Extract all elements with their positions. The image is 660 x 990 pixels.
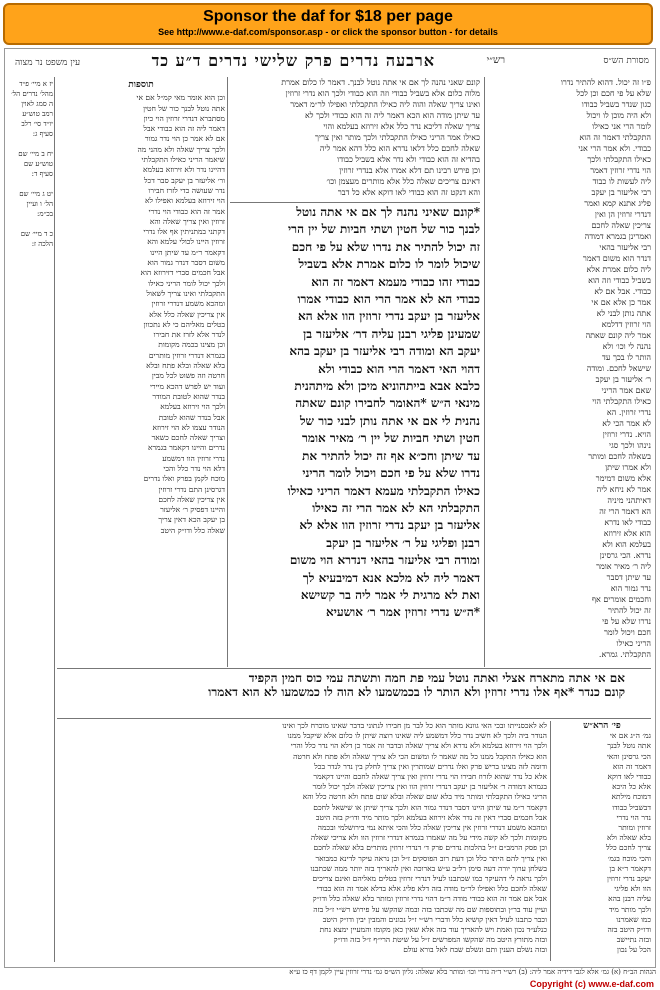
tosafot-bottom-line: ומהכא משמע דנדרי זרוזין אין צריכין שאלה כלל והכי איתא נמי בירושלמי ובכמה: [317, 823, 547, 833]
tosafot-top-line: ואינו צריך שאלה והוה ליה כאילו התקבלתי ואפילו לר״מ דאמר: [290, 100, 480, 109]
tosafot-line: משום דסבר דנדר גמור הוא: [147, 258, 225, 268]
header-left-corner: עין משפט נר מצוה: [15, 58, 81, 68]
tosafot-line: זרוזין ואין צריך שאלה והא: [149, 216, 225, 226]
column-divider: [550, 721, 551, 961]
rashi-line: נדרו שלא על פי: [602, 617, 651, 626]
gemara-line: דהוי האי דאמר הרי הוא כבודי ולא: [318, 361, 480, 376]
tosafot-lines: [57, 93, 225, 536]
column-divider: [484, 77, 485, 667]
rashi-line: ליה כלום אמרת אלא: [586, 265, 651, 274]
tosafot-bottom-line: שאלה לחכם כלל ואפילו לר״מ מודה בזה דלא פליג אלא בדלא אמר זה הוא כבודי: [316, 884, 547, 894]
gemara-line: יעקב הא ומודה רבי אליעזר בן יעקב בהא: [289, 344, 480, 359]
rashi-line: ולא אמרו שיתן: [605, 463, 651, 472]
ein-mishpat-line: בכ״מ:: [37, 210, 53, 218]
rashi-line: אמר ליה קונם שאתה: [585, 331, 651, 340]
tosafot-top-block: [230, 77, 480, 201]
rosh-line: בלא שאלה ולא: [607, 833, 651, 843]
rosh-line: זרוזין ומותר: [618, 823, 651, 833]
tosafot-line: שאלה כלל ודו״ק היטב: [160, 525, 225, 535]
rashi-line: כאילו התקבלתי ולכך: [587, 155, 651, 164]
rosh-line: דקאמר ר״א בן: [609, 863, 651, 873]
gemara-line: רבנן ופליגי על ר׳ אליעזר בן יעקב: [326, 535, 480, 550]
rashi-line: דנדרי זרוזין הן ואין: [594, 210, 651, 219]
ein-mishpat-line: ה סמג לאוין: [21, 100, 53, 108]
ein-mishpat-line: כ ד מיי׳ שם: [20, 230, 53, 238]
tosafot-top-line: צריך שאלה דליכא נדר כלל אלא זירוזא בעלמא והוי: [323, 122, 480, 131]
mishna-line: קונם כנדר *אף אלו נדרי זרוזין ולא הותר לו בכמשמעו לא הוה לו כמשמעו לא הוא דאמרו: [208, 685, 625, 699]
tosafot-bottom-block: [57, 721, 547, 961]
tosafot-line: אבל בנדר שהוא לטובת: [158, 412, 225, 422]
tosafot-line: דאמר ליה זה הוא כבודי אבל: [143, 124, 225, 134]
tosafot-bottom-line: בגמרא דמודה ר׳ אליעזר בן יעקב דנדרי זרוזין הוו ואין צריכין שאלה ולכך יכול לומר: [312, 782, 547, 792]
tosafot-bottom-line: הריני כאילו התקבלתי ומותר מיד בלא שום שאלה ובלא שום פתח ולא חרטה כלל והא: [302, 792, 547, 802]
ein-mishpat-line: [7, 179, 53, 189]
rashi-line: שלא על פי חכם וכן לכל: [576, 89, 651, 98]
tosafot-bottom-line: מקומות ולכך לא קשה מידי על מה שאמרו בגמרא דנדרי זרוזין הוו ולא צריכי שאלה: [310, 833, 547, 843]
rashi-line: כבודי. ולא אמר הרי אני: [578, 144, 651, 153]
tosafot-line: אתה נוטל לבנך כור של חטין: [143, 103, 225, 113]
ein-mishpat-line: יו״ד סי׳ רלב: [21, 120, 53, 128]
tosafot-column: [57, 77, 225, 667]
rashi-line: לומר הרי אני כאילו: [592, 122, 651, 131]
tosafot-top-line: עד שיתן מודה הוא הכא דאמר ליה זה הוא כבודי ולכך לא: [305, 111, 480, 120]
rashi-line: שישאל לחכם. ומודה: [586, 364, 651, 373]
gemara-line: שיכול לומר לו כלום אמרת אלא בשביל: [298, 257, 480, 272]
rashi-line: אתה נותן לבני לא: [596, 309, 651, 318]
tosafot-line: זרוזין היינו לכולי עלמא והא: [147, 237, 225, 247]
tosafot-bottom-line: ולכך הוי זירוזא בעלמא ולא נדרא ולא צריך שאלה ובדבר זה אמר כן דלא הוי נדר כלל והרי: [290, 741, 547, 751]
tosafot-line: דקתני במתניתין אף אלו נדרי: [143, 227, 225, 237]
gemara-line: נדרו שלא על פי חכם ויכול לומר הריני: [302, 466, 480, 481]
mishna-line: אם אי אתה מתארח אצלי ואתה נוטל עמי פת חמה ותשתה עמי כוס חמין הקפיד: [248, 671, 625, 685]
rosh-line: נדר הוי נדרי: [616, 812, 651, 822]
rosh-label: פי׳ הרא״ש: [583, 721, 621, 731]
tosafot-line: אבל חכמים סברי דזירוזא הוא: [140, 268, 225, 278]
ein-mishpat-line: יז א מיי׳ פ״ד: [19, 80, 53, 88]
rashi-line: התקבלתי דאמר זה הוא: [579, 133, 651, 142]
rashi-line: הוא אלא זירוזא: [603, 529, 651, 538]
tosafot-bottom-line: הנודר ביה ולכך לא חשיב נדר כלל דמשמע ליה שאינו רוצה שיתן לו כלום אלא שיקבל ממנו: [287, 731, 547, 741]
rosh-line: הוו ולא פליגי: [614, 884, 651, 894]
rosh-line: הכי גרסינן והאי: [606, 751, 651, 761]
rashi-line: רבי אליעזר בהאי: [599, 243, 651, 252]
tosafot-line: דלא הוי נדר כלל והכי: [163, 463, 225, 473]
tosafot-line: בלא שאלה ובלא פתח ובלא: [146, 361, 225, 371]
row-divider: [57, 718, 651, 719]
page-title: ארבעה נדרים פרק שלישי נדרים ד״ע כד: [151, 51, 435, 70]
rosh-line: כמו שאמרנו: [616, 914, 651, 924]
gemara-line: כאילו התקבלתי מעמא דאמר הריני כאילו: [287, 483, 480, 498]
gemara-line: כבודי זהו כבודי מעמא דאמר זה הוא: [311, 274, 480, 289]
tosafot-bottom-line: וכן פסק הרמב״ם ז״ל בהלכות נדרים פרק ד׳ דנדרי זרוזין מותרים בלא שאלה לחכם: [313, 843, 547, 853]
rashi-line: לא אמר הכי לא: [602, 419, 651, 428]
tosafot-top-line: והא דנקט זה הוא כבודי לאו דוקא אלא כל דבר: [337, 188, 480, 197]
tosafot-bottom-line: ובזה מתורץ היטב מה שהקשו המפרשים ז״ל על שיטת הרי״ף ז״ל בזה ודו״ק: [333, 935, 547, 945]
column-divider: [227, 77, 228, 667]
ein-mishpat-line: יט ג מיי׳ שם: [19, 190, 53, 198]
tosafot-line: דגרסינן התם נדרי זרוזין: [158, 484, 225, 494]
rosh-line: גמ׳ ה״ג אם אי: [609, 731, 651, 741]
gemara-line: לבנך כור של חטין ושתי חביות של יין הרי: [288, 222, 480, 237]
rosh-line: צריך לחכם כלל: [605, 843, 651, 853]
gemara-line: אליעזר בן יעקב נדרי זרוזין הוו אלא לא: [299, 518, 480, 533]
rashi-line: כאילו התקבלתי הוי: [592, 397, 651, 406]
rashi-column: [489, 77, 651, 667]
tosafot-bottom-line: ודומה לזה מצינו בריש פרק ואלו נדרים שמותרין ואין צריך לחלק בין נדר לנדר בכל: [314, 761, 547, 771]
ein-mishpat-line: יח ב מיי׳ שם: [18, 150, 53, 158]
gemara-line: עד שיתן וחכ״א אף זה יכול להתיר את: [302, 448, 480, 463]
rosh-line: דמוכח מילתא: [611, 792, 651, 802]
column-divider: [54, 77, 55, 962]
tosafot-line: נדרים והיינו דקאמר בגמרא: [147, 443, 225, 453]
rashi-line: בעלמא הוא ולא: [602, 540, 651, 549]
tosafot-line: חרטה וזה פשוט לכל מבין: [151, 371, 225, 381]
rashi-line: וחכמים אומרים אף: [591, 595, 651, 604]
tosafot-bottom-line: אלא כל נדר שהוא לזרוז חבירו הוי נדרי זרוזין ואין צריך שאלה לחכם והיינו דקאמר: [313, 772, 547, 782]
rashi-line: נהנה לי וכו׳ ולא: [602, 342, 651, 351]
ein-mishpat-line: טוש״ע שם: [23, 160, 53, 168]
gemara-line: חטין ושתי חביות של יין ר׳ מאיר אומר: [301, 431, 480, 446]
gemara-line: כלבא אבא בייתהוניא מיכן ולא מיתהנית: [294, 379, 480, 394]
rosh-line: ולכך מותר מיד: [608, 904, 651, 914]
rashi-line: נדר גמור הוא: [610, 584, 651, 593]
tosafot-top-line: כאילו אמר הריני כאילו התקבלתי ולכך מותר ואין צריך: [314, 133, 480, 142]
gemara-column: [230, 204, 480, 664]
tosafot-bottom-line: דקאמר ר״מ עד שיתן היינו דסבר דנדר גמור הוא ולכך צריך שיתן או שישאל לחכם: [313, 802, 547, 812]
tosafot-line: דהיינו נדר ולא זירוזא בעלמא: [143, 165, 225, 175]
header-rashi-label: רש״י: [486, 55, 505, 66]
gemara-line: מינאי ה״ש *האומר לחבירו קונם שאתה: [295, 396, 480, 411]
gemara-line: שמעינן פליגי רבנן עליה דר׳ אליעזר בן: [303, 326, 480, 341]
tosafot-bottom-line: ועיין עוד בר״ן ובתוספות שם מה שכתבו בזה ובמה שהקשו על פירוש רש״י ז״ל בזה: [313, 904, 547, 914]
rosh-line: ובזה נתיישב: [616, 935, 651, 945]
tosafot-line: בנדר שהוא לטובת המודר: [152, 391, 225, 401]
tosafot-line: בגמרא דנדרי זרוזין מותרים: [148, 350, 225, 360]
tosafot-line: ומהכא משמע דנדרי זרוזין: [151, 299, 225, 309]
rosh-line: עליה רבנן בהא: [608, 894, 651, 904]
tosafot-line: וכן הוא אומר מאי קמ״ל אם אי: [136, 93, 225, 103]
gemara-line: התקבלתי הא לא אמר הרי זה כאילו: [312, 500, 480, 515]
rashi-line: כגון שנדר בשביל כבודו: [581, 100, 651, 109]
tosafot-line: ולכך צריך שאלה ולא מהני מה: [137, 144, 225, 154]
gemara-line: דאמר ליה לא מלכא אנא דמיבעיא לך: [302, 570, 480, 585]
tosafot-line: ועוד יש לפרש דהכא מיירי: [149, 381, 225, 391]
tosafot-label: תוספות: [128, 80, 154, 90]
tosafot-line: נדר שעושה כדי לזרז חבירו: [148, 185, 225, 195]
rashi-line: ליה לעשות לו כבוד: [592, 177, 651, 186]
sponsor-title: Sponsor the daf for $18 per page: [203, 8, 453, 25]
tosafot-bottom-line: ובזה נשלם הענין ותם ונשלם שבח לאל בורא עולם: [403, 945, 547, 955]
rosh-lines: [553, 731, 651, 955]
tosafot-line: אם לא אמר כן הוי נדר גמור: [144, 134, 225, 144]
tosafot-line: שיאמר הריני כאילו התקבלתי: [141, 155, 225, 165]
gemara-line: *ה״ש נדרי זרוזין אמר ר׳ אושעיא: [326, 605, 480, 620]
gemara-line: אליעזר בן יעקב נדרי זרוזין הוו אלא הא: [298, 309, 480, 324]
rashi-line: ר׳ אליעזר בן יעקב: [595, 375, 651, 384]
gemara-line: זה יכול להתיר את נדרו שלא על פי חכם: [291, 239, 480, 254]
tosafot-line: לנדר אלא לזרז את חבירו: [153, 330, 225, 340]
rashi-line: פ״ו זה יכול. דהוא להתיר נדרו: [560, 78, 651, 87]
rashi-line: דאיתהני מיניה: [607, 496, 651, 505]
rashi-line: הא דאמר הרי זה: [599, 507, 651, 516]
ein-mishpat-line: רמב טוש״ע: [22, 110, 53, 118]
footer-notes: הגהות הב״ח (א) גמ׳ אלא לגבי דידיה אמר ליה: (ב) רש״י ד״ה נדרי וכו׳ ומותר בלא שאלה: גליון הש״ס גמ׳ נדרי זרוזין עיין לקמן דף כז ע״א: [289, 968, 656, 976]
rashi-line: בשאלה לחכם ומותר: [588, 452, 651, 461]
rashi-line: הוי נדרי זרוזין דאמר: [590, 166, 651, 175]
header-right-corner: מסורת הש״ס: [603, 56, 649, 66]
tosafot-top-line: וכן פירש רבינו תם דלא אמרו אלא בנדרי זרוזין: [339, 166, 480, 175]
tosafot-bottom-line: ולכך נראה לי דהעיקר כמו שכתבנו לעיל דנדרי זרוזין בטלים מאליהם ואינם צריכים: [312, 874, 547, 884]
tosafot-top-line: מלוה כלום אלא בשביל כבודי וזה הוא כבודי ולכך הוא נדרי זרוזין: [285, 89, 480, 98]
rosh-line: הכל על נכון: [617, 945, 651, 955]
rashi-line: שאם אמר הריני: [601, 386, 651, 395]
rashi-line: עד שיתן דסבר: [606, 573, 651, 582]
ein-mishpat-line: סעיף ג:: [32, 130, 53, 138]
ein-mishpat-line: הל׳ ו ועיין: [26, 200, 53, 208]
rosh-commentary-column: [553, 721, 651, 961]
tosafot-line: בטלים מאליהם כי לא נתכוון: [143, 319, 225, 329]
tosafot-line: התקבלתי ואינו צריך לשאול: [146, 288, 225, 298]
tosafot-line: וצריך שאלה לחכם כשאר: [151, 433, 225, 443]
row-divider: [230, 202, 480, 203]
ein-mishpat-line: [7, 219, 53, 229]
rashi-line: נדרא. הכי גרסינן: [599, 551, 651, 560]
rashi-line: אלא משום דמימר: [595, 474, 651, 483]
rosh-line: ודו״ק היטב בזה: [607, 925, 651, 935]
rashi-line: הוי זרוזין דדלמא: [601, 320, 651, 329]
rashi-line: חכם ויכול לומר: [603, 628, 651, 637]
rosh-line: והכי מוכח בגמ׳: [607, 853, 651, 863]
rashi-line: נדרי זרוזין. הא: [606, 408, 651, 417]
rashi-line: הותר לו בכך עד: [602, 353, 651, 362]
rashi-line: ואמרינן בגמרא דמודה: [584, 232, 651, 241]
talmud-page: [4, 48, 656, 968]
gemara-line: כבודי הא לא אמר הרי הוא כבודי אמרו: [297, 292, 480, 307]
rashi-line: רבי אליעזר בן יעקב: [591, 188, 651, 197]
tosafot-line: ולכך יכול לומר הריני כאילו: [148, 278, 225, 288]
rashi-line: ליה ר׳ מאיר אומר: [596, 562, 651, 571]
tosafot-line: אין צריכין שאלה לחכם: [158, 494, 225, 504]
page-header: [5, 49, 655, 75]
tosafot-bottom-line: אבל אם אמר זה הוא כבודי מודה ר״מ דהוי נדרי זרוזין ומותר בלא שאלה כלל ודו״ק: [312, 894, 547, 904]
gemara-line: ומודה רבי אליעזר בהאי דנדרא הוי משום: [289, 553, 480, 568]
tosafot-line: אין צריכין שאלה כלל אלא: [149, 309, 225, 319]
rashi-line: זה יכול להתיר: [608, 606, 651, 615]
rashi-line: אמר כן אלא אם אי: [591, 298, 651, 307]
tosafot-bottom-line: לא לאכסנייתו ובכי האי גוונא מותר הוא כל לבר מן חבירו לנתוני בדבר שאינו מוכרח לכך ואינו: [282, 721, 547, 730]
ein-mishpat-line: [7, 139, 53, 149]
ein-mishpat-line: הלכה ז:: [31, 240, 53, 248]
rashi-line: התקבלתי. גמרא.: [598, 650, 651, 659]
tosafot-line: ולכך הוי זירוזא בעלמא: [160, 402, 225, 412]
tosafot-line: דקאמר ר״מ עד שיתן היינו: [150, 247, 225, 257]
tosafot-bottom-line: וכבר כתבנו לעיל דאין קושיא כלל ודברי רש״י ז״ל נכונים והמבין יבין ודו״ק היטב: [322, 914, 547, 924]
tosafot-line: ור׳ אליעזר בן יעקב סבר דכל: [144, 175, 225, 185]
tosafot-line: הנודר עצמו לא הוי זירוזא: [152, 422, 225, 432]
rashi-line: ולא היה מוכן לו ויכול: [586, 111, 651, 120]
rashi-line: כבודי לאו נדרא: [604, 518, 651, 527]
ein-mishpat-line: סעיף ד:: [31, 170, 53, 178]
rashi-line: צריכין שאלה לחכם: [591, 221, 651, 230]
rosh-line: כבודי לאו דוקא: [607, 772, 651, 782]
rosh-line: יעקב נדרי זרוזין: [607, 874, 651, 884]
copyright-link[interactable]: Copyright (c) www.e-daf.com: [529, 979, 654, 989]
tosafot-top-line: שאלה לחכם כלל דלאו נדרא הוא כלל דהא אמר ליה: [319, 144, 480, 153]
tosafot-line: וכן מצינו בכמה מקומות: [158, 340, 225, 350]
mishna-text: [65, 671, 625, 715]
rashi-line: הריני כאילו: [616, 639, 651, 648]
tosafot-line: מוכח לקמן בפרק ואלו נדרים: [143, 474, 225, 484]
rashi-line: נינהו ולכך סגי: [609, 441, 651, 450]
rashi-line: הויא. נדרי זרוזין: [602, 430, 651, 439]
tosafot-bottom-line: בשלחן ערוך יורה דעה סימן רל״ב ע״ש בארוכה ואין להאריך בזה יותר ממה שכתבנו: [310, 863, 547, 873]
gemara-line: ואת לא מרגית לי אמר ליה בר קשישא: [300, 587, 480, 602]
tosafot-bottom-line: הוא כאילו התקבל ממנו כל מה שאמר לו ומשום הכי לא צריך שאלה ולא פתח ולא חרטה: [293, 751, 547, 761]
tosafot-top-line: קונם שאני נהנה לך אם אי אתה נוטל לבנך. דאמר לו כלום אמרת: [281, 78, 480, 87]
sponsor-banner[interactable]: [3, 3, 653, 45]
rosh-line: דבשביל כבודו: [612, 802, 651, 812]
rosh-line: אתה נוטל לבנך: [607, 741, 651, 751]
rashi-line: דנדר הוא משום דאמר: [582, 254, 651, 263]
row-divider: [57, 668, 651, 669]
rosh-line: דאמר זה הוא: [612, 761, 651, 771]
rosh-line: אלא כל היכא: [612, 782, 651, 792]
tosafot-bottom-line: ואין צריך להם היתר כלל וכן דעת רוב הפוסקים ז״ל וכן נראה עיקר לדינא כמבואר: [315, 853, 547, 863]
rashi-line: בשביל כבודי וזה הוא: [588, 276, 651, 285]
tosafot-top-line: בהדיא זה הוא כבודי ולא נדר אלא בשביל כבודו: [337, 155, 480, 164]
ein-mishpat-line: מהל׳ נדרים הל׳: [11, 90, 53, 98]
tosafot-bottom-line: אבל חכמים סברי דאין זה נדר אלא זירוזא בעלמא ולכך מותר מיד ודו״ק בזה היטב: [315, 812, 547, 822]
tosafot-line: הוי זירוזא בעלמא ואפילו לא: [144, 196, 225, 206]
sponsor-subtitle: See http://www.e-daf.com/sponsor.asp - or click the sponsor button - for details: [158, 27, 498, 37]
gemara-line: *קונם שאיני נהנה לך אם אי אתה נוטל: [296, 205, 480, 219]
rashi-line: כבודי. אבל אם לא: [594, 287, 651, 296]
tosafot-line: אמר זה הוא כבודי הוי נדרי: [148, 206, 225, 216]
tosafot-line: בן יעקב הכא דאין צריך: [158, 515, 225, 525]
rashi-line: אמר לא ניחא ליה: [596, 485, 651, 494]
tosafot-top-line: דאינם צריכים שאלה כלל אלא מותרים מעצמן וכו׳: [326, 177, 480, 186]
gemara-line: נהנית לי אם אי אתה נותן לבני כור של: [299, 413, 480, 428]
rashi-line: פליג אתנא קמא ואמר: [584, 199, 651, 208]
tosafot-line: מסתברא דנדרי זרוזין הוי כיון: [143, 113, 225, 123]
tosafot-bottom-line: כנלע״ד נכון ואמת ויש להאריך עוד בזה אלא שאין כאן מקומו והמעיין ימצא נחת: [319, 925, 547, 935]
tosafot-line: והיינו דפסיק ר׳ אליעזר: [160, 505, 225, 515]
tosafot-line: נדרי זרוזין הוו דמשמע: [162, 453, 225, 463]
ein-mishpat-column: [7, 79, 53, 959]
